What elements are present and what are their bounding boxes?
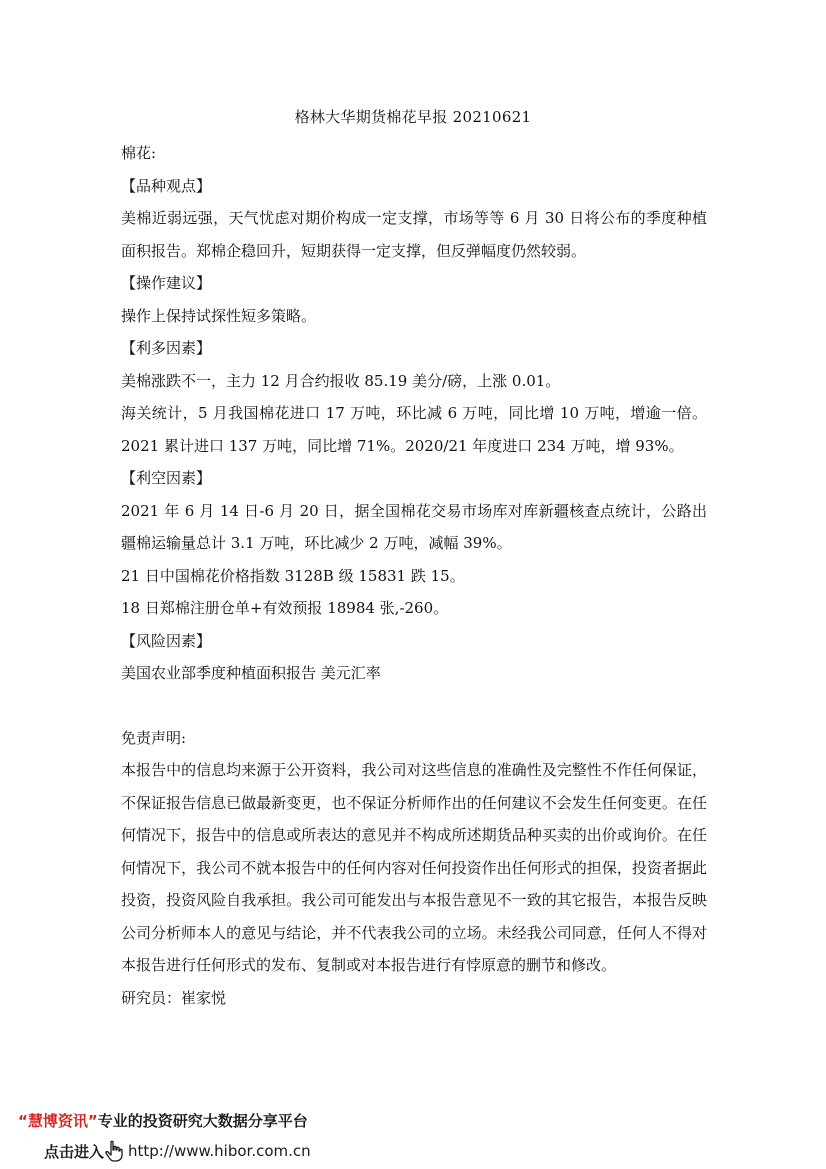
footer-quote-open: “ — [18, 1112, 28, 1130]
footer-quote-close: ” — [87, 1112, 98, 1130]
section-heading-bullish: 【利多因素】 — [121, 339, 212, 357]
section-heading-bearish: 【利空因素】 — [121, 469, 212, 487]
footer-tagline: 专业的投资研究大数据分享平台 — [97, 1112, 308, 1130]
document-title: 格林大华期货棉花早报 20210621 — [294, 108, 532, 126]
footer-link-line[interactable] — [44, 1140, 311, 1162]
researcher-line: 研究员：崔家悦 — [121, 988, 227, 1007]
disclaimer-text: 本报告中的信息均来源于公开资料，我公司对这些信息的准确性及完整性不作任何保证，不保证报告信息已做最新变更，也不保证分析师作出的任何建议不会发生任何变更。在任何情况下，报告中的信息或所表达的意见并不构成所述期货品种买卖的出价或询价。在任何情况下，我公司不就本报告中的任何内容对任何投资作出任何形式的担保，投资者据此投资，投资风险自我承担。我公司可能发出与本报告意见不一致的其它报告，本报告反映公司分析师本人的意见与结论，并不代表我公司的立场。未经我公司同意，任何人不得对本报告进行任何形式的发布、复制或对本报告进行有悖原意的删节和修改。 — [121, 761, 707, 974]
footer-link-prefix: 点击进入 — [44, 1142, 105, 1161]
document-body — [121, 137, 707, 1014]
promo-footer — [0, 1106, 826, 1169]
bullish-paragraph-1: 美棉涨跌不一，主力 12 月合约报收 85.19 美分/磅，上涨 0.01。 — [121, 371, 561, 390]
section-spacer — [121, 690, 707, 722]
bearish-paragraph-2: 21 日中国棉花价格指数 3128B 级 15831 跌 15。 — [121, 566, 465, 585]
risk-paragraph: 美国农业部季度种植面积报告 美元汇率 — [121, 664, 381, 682]
section-heading-advice: 【操作建议】 — [121, 274, 212, 292]
footer-url-link[interactable]: http://www.hibor.com.cn — [128, 1142, 311, 1160]
bearish-paragraph-1: 2021 年 6 月 14 日-6 月 20 日，据全国棉花交易市场库对库新疆核查点统计，公路出疆棉运输量总计 3.1 万吨，环比减少 2 万吨，减幅 39%。 — [121, 501, 707, 552]
advice-paragraph: 操作上保持试探性短多策略。 — [121, 306, 317, 325]
section-heading-risk: 【风险因素】 — [121, 631, 212, 650]
bearish-paragraph-3: 18 日郑棉注册仓单+有效预报 18984 张,-260。 — [121, 599, 449, 617]
bullish-paragraph-2: 海关统计，5 月我国棉花进口 17 万吨，环比减 6 万吨，同比增 10 万吨，增逾一倍。2021 累计进口 137 万吨，同比增 71%。2020/21 年度进口 234 万吨，增 93%。 — [121, 404, 707, 455]
commodity-label: 棉花: — [121, 144, 157, 162]
viewpoint-paragraph: 美棉近弱远强，天气忧虑对期价构成一定支撑，市场等等 6 月 30 日将公布的季度种植面积报告。郑棉企稳回升，短期获得一定支撑，但反弹幅度仍然较弱。 — [121, 209, 707, 260]
hand-pointer-icon — [104, 1140, 124, 1162]
disclaimer-heading: 免责声明: — [121, 728, 187, 747]
section-heading-viewpoint: 【品种观点】 — [121, 176, 212, 195]
footer-brand: 慧博资讯 — [27, 1112, 88, 1130]
footer-tagline-line — [18, 1110, 308, 1131]
